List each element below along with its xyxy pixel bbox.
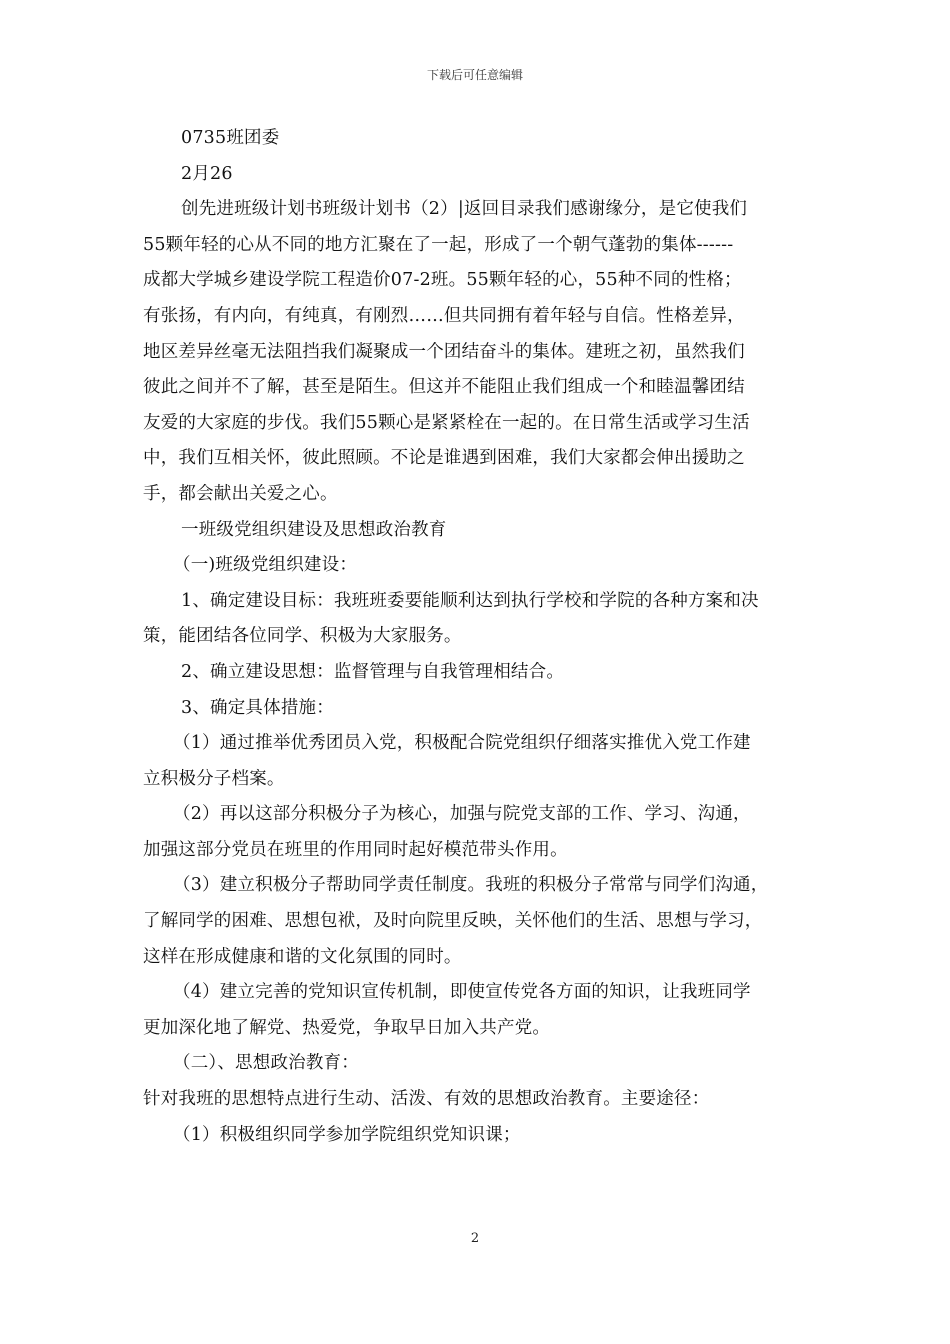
body-line: 手，都会献出关爱之心。 — [143, 483, 338, 504]
body-line: 策，能团结各位同学、积极为大家服务。 — [143, 626, 462, 647]
body-line: 中，我们互相关怀，彼此照顾。不论是谁遇到困难，我们大家都会伸出援助之 — [143, 448, 745, 469]
body-line: 更加深化地了解党、热爱党，争取早日加入共产党。 — [143, 1017, 551, 1038]
subsection-heading: （二）、思想政治教育： — [173, 1053, 359, 1074]
body-line: （3）建立积极分子帮助同学责任制度。我班的积极分子常常与同学们沟通， — [173, 875, 769, 896]
subsection-heading: （一)班级党组织建设： — [173, 555, 358, 576]
body-line: 立积极分子档案。 — [143, 768, 285, 789]
page-number: 2 — [470, 1231, 480, 1246]
body-line: 2月26 — [181, 163, 233, 184]
body-line: 成都大学城乡建设学院工程造价07-2班。55颗年轻的心，55种不同的性格； — [143, 270, 742, 291]
body-line: 1、确定建设目标：我班班委要能顺利达到执行学校和学院的各种方案和决 — [181, 590, 759, 611]
body-line: 地区差异丝毫无法阻挡我们凝聚成一个团结奋斗的集体。建班之初，虽然我们 — [143, 341, 745, 362]
body-line: 了解同学的困难、思想包袱，及时向院里反映，关怀他们的生活、思想与学习， — [143, 911, 763, 932]
body-line: （1）积极组织同学参加学院组织党知识课； — [173, 1124, 521, 1145]
page-header-note: 下载后可任意编辑 — [426, 68, 523, 82]
body-line: 有张扬，有内向，有纯真，有刚烈……但共同拥有着年轻与自信。性格差异， — [143, 305, 745, 326]
body-line: 2、确立建设思想：监督管理与自我管理相结合。 — [181, 661, 565, 682]
body-line: 彼此之间并不了解，甚至是陌生。但这并不能阻止我们组成一个和睦温馨团结 — [143, 377, 745, 398]
body-line: 3、确定具体措施： — [181, 697, 334, 718]
body-line: 0735班团委 — [181, 128, 280, 148]
body-line: 55颗年轻的心从不同的地方汇聚在了一起，形成了一个朝气蓬勃的集体------ — [143, 234, 734, 255]
body-line: 针对我班的思想特点进行生动、活泼、有效的思想政治教育。主要途径： — [143, 1089, 710, 1110]
body-line: 创先进班级计划书班级计划书（2）|返回目录我们感谢缘分，是它使我们 — [181, 199, 748, 220]
body-line: （2）再以这部分积极分子为核心，加强与院党支部的工作、学习、沟通， — [173, 804, 751, 825]
body-line: （1）通过推举优秀团员入党，积极配合院党组织仔细落实推优入党工作建 — [173, 733, 751, 754]
document-body — [143, 121, 808, 1153]
body-line: 加强这部分党员在班里的作用同时起好模范带头作用。 — [143, 839, 568, 860]
section-heading: 一班级党组织建设及思想政治教育 — [181, 519, 447, 540]
body-line: （4）建立完善的党知识宣传机制，即使宣传党各方面的知识，让我班同学 — [173, 982, 751, 1003]
body-line: 这样在形成健康和谐的文化氛围的同时。 — [143, 946, 462, 967]
body-line: 友爱的大家庭的步伐。我们55颗心是紧紧栓在一起的。在日常生活或学习生活 — [143, 412, 750, 433]
